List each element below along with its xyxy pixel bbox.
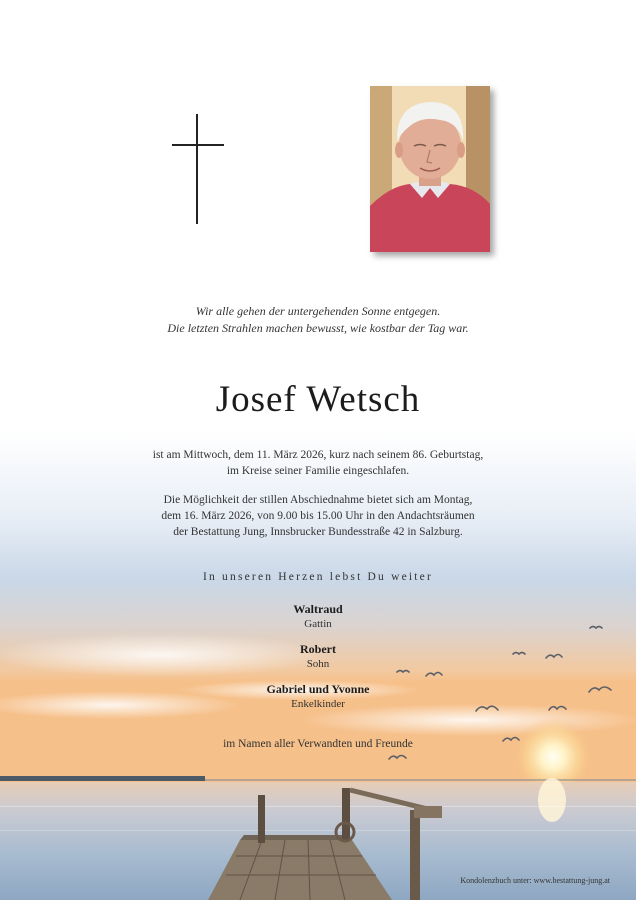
death-announcement [0,447,636,479]
farewell-line-3: der Bestattung Jung, Innsbrucker Bundesstraße 42 in Salzburg. [173,526,463,538]
mourner-name: Gabriel und Yvonne [266,682,370,696]
mourner-entry [0,641,636,671]
mourner-entry [0,601,636,631]
announcement-line-2: im Kreise seiner Familie eingeschlafen. [226,465,410,477]
mourner-relation: Enkelkinder [291,698,345,710]
mourner-relation: Gattin [304,618,332,630]
farewell-line-2: dem 16. März 2026, von 9.00 bis 15.00 Uhr in den Andachtsräumen [161,510,475,522]
farewell-line-1: Die Möglichkeit der stillen Abschiednahme bietet sich am Montag, [163,494,473,506]
mourner-name: Waltraud [293,602,343,616]
quote-line-2: Die letzten Strahlen machen bewusst, wie kostbar der Tag war. [167,321,469,335]
quote-line-1: Wir alle gehen der untergehenden Sonne entgegen. [195,304,441,318]
mourner-relation: Sohn [306,658,330,670]
farewell-info [0,492,636,540]
cross-icon [172,114,224,224]
portrait-photo [370,86,490,252]
mourner-name: Robert [300,642,336,656]
herzen-line: In unseren Herzen lebst Du weiter [202,571,434,583]
memorial-quote [0,303,636,337]
closing-line: im Namen aller Verwandten und Freunde [223,738,413,750]
deceased-name: Josef Wetsch [215,379,421,420]
announcement-line-1: ist am Mittwoch, dem 11. März 2026, kurz nach seinem 86. Geburtstag, [152,449,484,461]
condolence-book-link[interactable]: Kondolenzbuch unter: www.bestattung-jung.at [460,876,610,885]
mourner-entry [0,681,636,711]
